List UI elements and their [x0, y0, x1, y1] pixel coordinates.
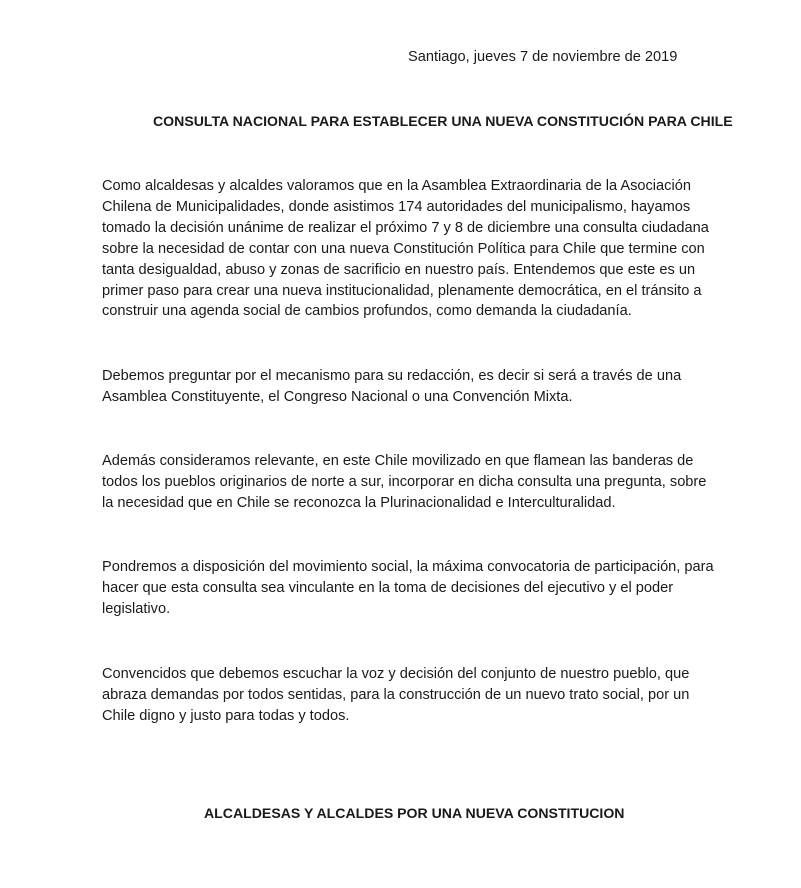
- paragraph-line: legislativo.: [102, 600, 171, 617]
- paragraph-line: construir una agenda social de cambios profundos, como demanda la ciudadanía.: [102, 303, 632, 320]
- paragraph-line: abraza demandas por todos sentidas, para la construcción de un nuevo trato social, por un: [102, 686, 690, 703]
- document-title: CONSULTA NACIONAL PARA ESTABLECER UNA NUEVA CONSTITUCIÓN PARA CHILE: [153, 113, 733, 129]
- paragraph-line: Debemos preguntar por el mecanismo para su redacción, es decir si será a través de una: [102, 368, 682, 384]
- document-date: Santiago, jueves 7 de noviembre de 2019: [408, 49, 678, 65]
- paragraph-line: primer paso para crear una nueva institucionalidad, plenamente democrática, en el tránsito a: [102, 282, 702, 299]
- paragraph-line: todos los pueblos originarios de norte a sur, incorporar en dicha consulta una pregunta, sobre: [102, 473, 707, 490]
- paragraph-line: Chilena de Municipalidades, donde asistimos 174 autoridades del municipalismo, hayamos: [102, 198, 691, 215]
- paragraph-5: [102, 664, 718, 727]
- paragraph-2: [102, 366, 718, 408]
- paragraph-line: tanta desigualdad, abuso y zonas de sacrificio en nuestro país. Entendemos que este es un: [102, 261, 696, 278]
- paragraph-line: tomado la decisión unánime de realizar el próximo 7 y 8 de diciembre una consulta ciudadana: [102, 219, 709, 236]
- document-signature: ALCALDESAS Y ALCALDES POR UNA NUEVA CONSTITUCION: [204, 805, 625, 821]
- paragraph-1: [102, 176, 718, 322]
- paragraph-line: Chile digno y justo para todas y todos.: [102, 707, 350, 724]
- paragraph-line: sobre la necesidad de contar con una nueva Constitución Política para Chile que termine con: [102, 240, 705, 257]
- paragraph-line: Convencidos que debemos escuchar la voz y decisión del conjunto de nuestro pueblo, que: [102, 666, 690, 682]
- paragraph-line: Además consideramos relevante, en este Chile movilizado en que flamean las banderas de: [102, 453, 694, 469]
- paragraph-line: Pondremos a disposición del movimiento social, la máxima convocatoria de participación, para: [102, 559, 714, 575]
- paragraph-4: [102, 557, 718, 620]
- paragraph-3: [102, 451, 718, 514]
- paragraph-line: la necesidad que en Chile se reconozca la Plurinacionalidad e Interculturalidad.: [102, 494, 616, 511]
- paragraph-line: Asamblea Constituyente, el Congreso Nacional o una Convención Mixta.: [102, 388, 573, 405]
- paragraph-line: hacer que esta consulta sea vinculante en la toma de decisiones del ejecutivo y el poder: [102, 579, 674, 596]
- paragraph-line: Como alcaldesas y alcaldes valoramos que en la Asamblea Extraordinaria de la Asociación: [102, 178, 691, 194]
